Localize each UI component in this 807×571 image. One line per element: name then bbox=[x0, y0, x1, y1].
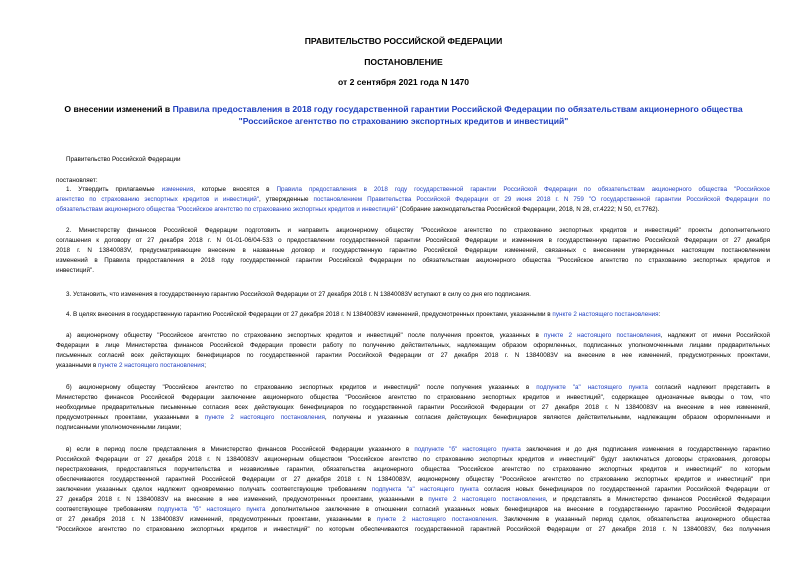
clause-2-link-a[interactable]: пункте 2 настоящего постановления bbox=[544, 332, 661, 339]
pb-line-4 bbox=[56, 413, 770, 423]
pb-line-3: необходимые предварительные письменные согласия всех действующих бенефициаров по государственной гарантии Российской Федерации от 27 декабря 2018 г. N 13840083V на внесение в нее изменений, bbox=[56, 404, 770, 411]
rules-link-p1[interactable]: Правила предоставления в 2018 году государственной гарантии Российской Федерации по обязательствам акционерного общества "Российское bbox=[276, 186, 771, 193]
text: , утвержденные bbox=[259, 196, 314, 203]
p1-line-1 bbox=[66, 185, 770, 195]
text: 27 декабря 2018 г. N 13840083V на внесение в нее изменений, предусмотренных проектами, указанными в bbox=[56, 496, 429, 503]
text: заключении указанных сделок надлежит одновременно получать соответствующие требованиям bbox=[56, 486, 372, 493]
clause-2-link-a2[interactable]: пункте 2 настоящего постановления bbox=[98, 362, 205, 369]
document-title bbox=[20, 103, 787, 127]
text: 1. Утвердить прилагаемые bbox=[66, 186, 162, 193]
text: от 27 декабря 2018 г. N 13840083V изменений, предусмотренных проектами, указанными в bbox=[56, 516, 377, 523]
text: дополнительное заключение в отношении согласий указанных новых бенефициаров на внесение в государственную гарантию Российской Федерации bbox=[265, 506, 771, 513]
text: заключения и до дня подписания изменения в государственную гарантию bbox=[520, 446, 770, 453]
changes-link[interactable]: изменения bbox=[161, 186, 194, 193]
title-prefix: О внесении изменений в bbox=[64, 104, 173, 114]
pv-line-2: Российской Федерации от 27 декабря 2018 г. N 13840083V акционерным обществом "Российское агентство по страхованию экспортных кредитов и инвестиций" будут заключаться договоры страхования, договоры bbox=[56, 456, 770, 463]
pv-line-3: перестрахования, предоставляться поручительства и независимые гарантии, обязательства акционерного общества "Российское агентство по страхованию экспортных кредитов и инвестиций" по которым bbox=[56, 466, 770, 473]
subclause-a-link[interactable]: подпункте "а" настоящего пункта bbox=[536, 384, 648, 391]
text: согласия новых бенефициаров по государственной гарантии Российской Федерации от bbox=[478, 486, 770, 493]
p2-line-3: 2018 г. N 13840083V, предусматривающие внесение в названные договор и государственную гарантию Российской Федерации изменений, связанных с внесением утвержденных настоящим постановлением bbox=[56, 247, 770, 254]
resolution-759-link-cont[interactable]: обязательствам акционерного общества "Российское агентство по страхованию экспортных кредитов и инвестиций" bbox=[56, 206, 398, 213]
text: указанными в bbox=[56, 362, 99, 369]
text: ; bbox=[204, 362, 206, 369]
text: , получены и указанные согласия действующих бенефициаров являются действительными, надлежащим образом оформленными и bbox=[324, 414, 770, 421]
text: 4. В целях внесения в государственную гарантию Российской Федерации от 27 декабря 2018 г. N 13840083V изменений, предусмотренных проектами, указанными в bbox=[66, 311, 553, 318]
pb-line-5: подписанными уполномоченными лицами; bbox=[56, 424, 182, 431]
p1-line-3 bbox=[56, 205, 659, 215]
rules-link-p1-cont[interactable]: агентство по страхованию экспортных кредитов и инвестиций" bbox=[56, 196, 260, 203]
text: а) акционерному обществу "Российское агентство по страхованию экспортных кредитов и инвестиций" после получения проектов, указанных в bbox=[66, 332, 545, 339]
text: : bbox=[658, 311, 661, 318]
clause-2-link-v[interactable]: пункте 2 настоящего постановления bbox=[428, 496, 546, 503]
government-line: Правительство Российской Федерации bbox=[66, 156, 181, 163]
subclause-a-link-v[interactable]: подпункта "а" настоящего пункта bbox=[371, 486, 479, 493]
clause-2-link-b[interactable]: пункте 2 настоящего постановления bbox=[204, 414, 325, 421]
subclause-b-link-v[interactable]: подпункта "б" настоящего пункта bbox=[157, 506, 266, 513]
pa-line-2: Федерации в лице Министерства финансов Российской Федерации провести работу по получению действительных, надлежащим образом оформленных, подписанных уполномоченными лицами предварительных bbox=[56, 342, 770, 349]
date-number-heading: от 2 сентября 2021 года N 1470 bbox=[337, 77, 470, 87]
pv-line-8 bbox=[56, 515, 770, 525]
p2-line-2: соглашения к договору от 27 декабря 2018 г. N 01-01-06/04-533 о предоставлении государственной гарантии Российской Федерации и изменения в государственную гарантию Российской Федерации от 27 декабря bbox=[56, 237, 770, 244]
text: (Собрание законодательства Российской Федерации, 2018, N 28, ст.4222; N 50, ст.7762). bbox=[397, 206, 660, 213]
resolution-759-link[interactable]: постановлением Правительства Российской Федерации от 29 июня 2018 г. N 759 "О государственной гарантии Российской Федерации по bbox=[313, 196, 771, 203]
pv-line-5 bbox=[56, 485, 770, 495]
pb-line-2: Министерство финансов Российской Федерации заключение акционерного общества "Российское агентство по страхованию экспортных кредитов и инвестиций", содержащее однозначные выводы о том, что bbox=[56, 394, 770, 401]
pv-line-7 bbox=[56, 505, 770, 515]
pb-line-1 bbox=[66, 383, 770, 393]
rules-link[interactable]: Правила предоставления в 2018 году государственной гарантии Российской Федерации по обязательствам акционерного общества bbox=[172, 104, 743, 114]
pa-line-3: письменных согласий всех действующих бенефициаров по государственной гарантии Российской Федерации от 27 декабря 2018 г. N 13840083V на внесение в нее изменений, предусмотренных проектами, bbox=[56, 352, 770, 359]
p2-line-4: изменений в Правила предоставления в 2018 году государственной гарантии Российской Федерации по обязательствам акционерного общества "Российское агентство по страхованию экспортных кредитов и bbox=[56, 257, 770, 264]
decree-line: постановляет: bbox=[56, 177, 98, 184]
pv-line-9: "Российское агентство по страхованию экспортных кредитов и инвестиций" по которым обеспечиваются государственной гарантией Российской Федерации от 27 декабря 2018 г. N 13840083V, без получения bbox=[56, 526, 770, 533]
p3-line: 3. Установить, что изменения в государственную гарантию Российской Федерации от 27 декабря 2018 г. N 13840083V вступают в силу со дня его подписания. bbox=[66, 291, 531, 298]
pa-line-1 bbox=[66, 331, 770, 341]
p2-line-5: инвестиций". bbox=[56, 267, 94, 274]
text: . Заключение в указанный период сделок, обязательства акционерного общества bbox=[496, 516, 770, 523]
p4-line bbox=[66, 310, 660, 320]
pa-line-4 bbox=[56, 361, 206, 371]
org-heading: ПРАВИТЕЛЬСТВО РОССИЙСКОЙ ФЕДЕРАЦИИ bbox=[304, 36, 503, 46]
text: , которые вносятся в bbox=[193, 186, 277, 193]
p1-line-2 bbox=[56, 195, 770, 205]
text: согласий надлежит представить в bbox=[647, 384, 770, 391]
text: соответствующее требованиям bbox=[56, 506, 158, 513]
pv-line-1 bbox=[66, 445, 770, 455]
text: , надлежит от имени Российской bbox=[660, 332, 770, 339]
text: предусмотренных проектами, указанными в bbox=[56, 414, 205, 421]
clause-2-link-v2[interactable]: пункте 2 настоящего постановления bbox=[376, 516, 497, 523]
clause-2-link[interactable]: пункте 2 настоящего постановления bbox=[552, 311, 659, 318]
subclause-b-link[interactable]: подпункте "б" настоящего пункта bbox=[414, 446, 521, 453]
rules-link-continued[interactable]: "Российское агентство по страхованию экспортных кредитов и инвестиций" bbox=[238, 116, 569, 126]
pv-line-4: обеспечиваются государственной гарантией Российской Федерации от 27 декабря 2018 г. N 13840083V, акционерному обществу "Российское агентство по страхованию экспортных кредитов и инвестиций" при bbox=[56, 476, 770, 483]
pv-line-6 bbox=[56, 495, 770, 505]
doc-type-heading: ПОСТАНОВЛЕНИЕ bbox=[364, 57, 443, 67]
text: , и представлять в Министерство финансов Российской Федерации bbox=[545, 496, 770, 503]
text: в) если в период после представления в Министерство финансов Российской Федерации указанного в bbox=[66, 446, 415, 453]
p2-line-1: 2. Министерству финансов Российской Федерации подготовить и направить акционерному обществу "Российское агентство по страхованию экспортных кредитов и инвестиций" проекты дополнительного bbox=[66, 227, 770, 234]
text: б) акционерному обществу "Российское агентство по страхованию экспортных кредитов и инвестиций" после получения указанных в bbox=[66, 384, 537, 391]
